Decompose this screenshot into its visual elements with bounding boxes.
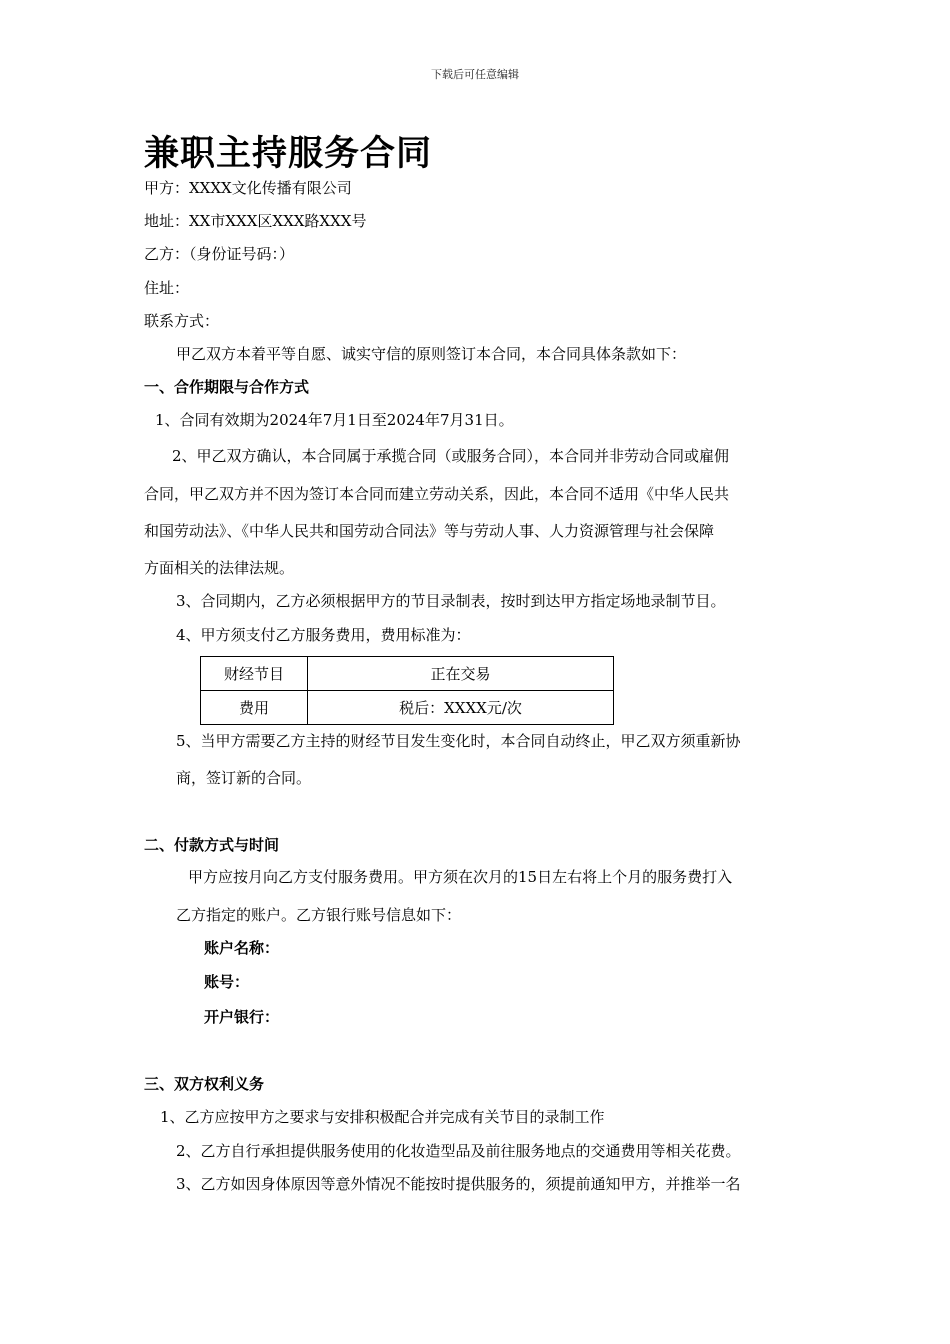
- party-a-line: 甲方：XXXX文化传播有限公司: [144, 179, 352, 197]
- party-b-line: 乙方：（身份证号码：）: [144, 245, 295, 263]
- section1-item2-line4: 方面相关的法律法规。: [144, 559, 295, 577]
- section2-heading: 二、付款方式与时间: [144, 836, 280, 854]
- table-cell: 税后：XXXX元/次: [308, 691, 614, 725]
- section3-item2: 2、乙方自行承担提供服务使用的化妆造型品及前往服务地点的交通费用等相关花费。: [176, 1142, 741, 1160]
- section3-item1: 1、乙方应按甲方之要求与安排积极配合并完成有关节目的录制工作: [160, 1108, 605, 1126]
- section1-item2-line2: 合同，甲乙双方并不因为签订本合同而建立劳动关系，因此，本合同不适用《中华人民共: [144, 485, 730, 503]
- section1-item2-line1: 2、甲乙双方确认，本合同属于承揽合同（或服务合同），本合同并非劳动合同或雇佣: [172, 447, 730, 465]
- section1-item2-line3: 和国劳动法》、《中华人民共和国劳动合同法》等与劳动人事、人力资源管理与社会保障: [144, 522, 715, 540]
- section1-item5-line2: 商，签订新的合同。: [176, 769, 312, 787]
- header-note: 下载后可任意编辑: [431, 68, 519, 81]
- bank-label: 开户银行：: [204, 1008, 280, 1026]
- account-name-label: 账户名称：: [204, 939, 280, 957]
- fee-table: [200, 656, 614, 725]
- address-line: 地址：XX市XXX区XXX路XXX号: [144, 212, 367, 230]
- account-number-label: 账号：: [204, 973, 250, 991]
- section1-item4: 4、甲方须支付乙方服务费用，费用标准为：: [176, 626, 471, 644]
- section1-item3: 3、合同期内，乙方必须根据甲方的节目录制表，按时到达甲方指定场地录制节目。: [176, 592, 726, 610]
- contact-line: 联系方式：: [144, 312, 220, 330]
- section2-para-line2: 乙方指定的账户。乙方银行账号信息如下：: [176, 906, 462, 924]
- section1-item1: 1、合同有效期为2024年7月1日至2024年7月31日。: [155, 411, 514, 429]
- preamble: 甲乙双方本着平等自愿、诚实守信的原则签订本合同，本合同具体条款如下：: [176, 345, 687, 363]
- table-row: [201, 691, 614, 725]
- section3-heading: 三、双方权利义务: [144, 1075, 265, 1093]
- table-cell: 正在交易: [308, 657, 614, 691]
- residence-line: 住址：: [144, 279, 190, 297]
- table-cell: 费用: [201, 691, 308, 725]
- section1-heading: 一、合作期限与合作方式: [144, 378, 310, 396]
- table-cell: 财经节目: [201, 657, 308, 691]
- contract-title: 兼职主持服务合同: [144, 133, 433, 174]
- section3-item3: 3、乙方如因身体原因等意外情况不能按时提供服务的，须提前通知甲方，并推举一名: [176, 1175, 741, 1193]
- table-row: [201, 657, 614, 691]
- section2-para-line1: 甲方应按月向乙方支付服务费用。甲方须在次月的15日左右将上个月的服务费打入: [188, 868, 733, 886]
- section1-item5-line1: 5、当甲方需要乙方主持的财经节目发生变化时，本合同自动终止，甲乙双方须重新协: [176, 732, 741, 750]
